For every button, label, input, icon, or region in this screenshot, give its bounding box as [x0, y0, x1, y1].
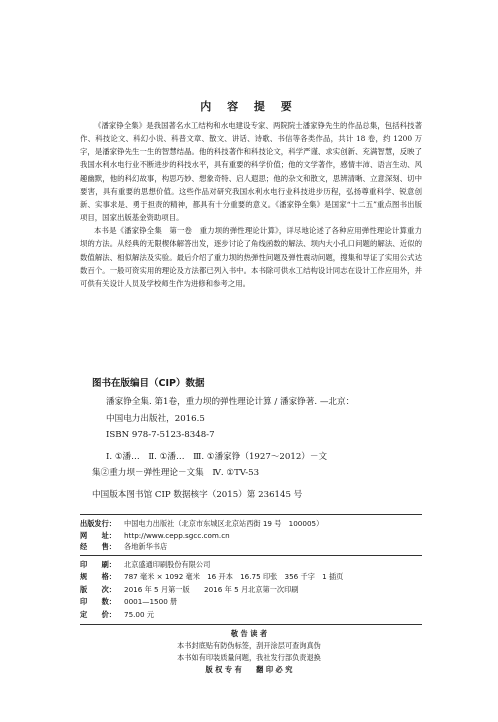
divider: [80, 624, 422, 625]
cip-heading: 图书在版编目（CIP）数据: [92, 378, 205, 389]
seller-value: 各地新华书店: [124, 542, 168, 552]
publisher-value: 中国电力出版社（北京市东城区北京站西街 19 号 100005）: [124, 519, 324, 528]
printing-info: [80, 559, 343, 621]
notice-line: 本书如有印装质量问题，我社发行部负责退换: [177, 653, 321, 662]
notice-title: 敬 告 读 者: [230, 629, 268, 638]
edition-value: 2016 年 5 月第一版 2016 年 5 月北京第一次印刷: [124, 584, 299, 594]
seller-label: 经 售：: [80, 542, 116, 552]
divider: [80, 514, 422, 515]
spec-value: 787 毫米 × 1092 毫米 16 开本 16.75 印张 356 千字 1 插页: [124, 572, 344, 582]
print-run-label: 印 数：: [80, 597, 116, 607]
summary-paragraph: 本书是《潘家铮全集 第一卷 重力坝的弹性理论计算》，详尽地论述了各种应用弹性理论计算重力坝的方法。从经典的无限楔体解答出发，逐步讨论了角线函数的解法、坝内大小孔口问题的解法、近似的数值解法、相似解法及实验。最后介绍了重力坝的热弹性问题及弹性震动问题，搜集和导证了实用公式达数百个。一般可资实用的理论及方法都已列入书中。本书除可供水工结构设计同志在设计工作应用外，并可供有关设计人员及学校师生作为进修和参考之用。: [80, 226, 422, 288]
publisher-label: 出版发行：: [80, 519, 116, 528]
reader-notice: [0, 628, 498, 676]
cip-line: Ⅰ. ①潘… Ⅱ. ①潘… Ⅲ. ①潘家铮（1927～2012）－文: [106, 451, 328, 462]
price-value: 75.00 元: [124, 609, 155, 619]
website-label: 网 址：: [80, 530, 116, 540]
website-value: http://www.cepp.sgcc.com.cn: [124, 530, 230, 540]
cip-line: 中国电力出版社，2016.5: [106, 413, 205, 424]
printer-label: 印 刷：: [80, 560, 116, 569]
cip-record: [92, 394, 422, 503]
notice-line: 本书封底贴有防伪标签，刮开涂层可查询真伪: [177, 641, 321, 650]
cip-line: 集②重力坝－弹性理论－文集 Ⅳ. ①TV-53: [92, 468, 260, 478]
summary-paragraph: 《潘家铮全集》是我国著名水工结构和水电建设专家、两院院士潘家铮先生的作品总集，包括科技著作、科技论文、科幻小说、科普文章、散文、讲话、诗歌、书信等各类作品，共计 18 卷，约 1200 万字，是潘家铮先生一生的智慧结晶。他的科技著作和科技论文，科学严谨、求实创新、充满智慧，反映了我国水利水电行业不断进步的科技水平，具有重要的科学价值；他的文学著作，感情丰沛、语言生动、风趣幽默，他的科幻故事，构思巧妙、想象奇特、启人遐思；他的杂文和散文，思辨清晰、立意深刻、切中要害，具有重要的思想价值。这些作品对研究我国水利水电行业科技进步历程，弘扬尊重科学、锐意创新、实事求是、勇于担责的精神，都具有十分重要的意义。《潘家铮全集》是国家“十二五”重点图书出版项目，国家出版基金资助项目。: [80, 121, 422, 223]
publisher-info: [80, 518, 323, 553]
spec-label: 规 格：: [80, 572, 116, 582]
summary-text: [80, 119, 422, 290]
printer-value: 北京盛通印刷股份有限公司: [124, 560, 211, 569]
cip-isbn: ISBN 978-7-5123-8348-7: [106, 430, 215, 440]
edition-label: 版 次：: [80, 584, 116, 594]
summary-title: 内 容 提 要: [200, 100, 298, 113]
divider: [80, 555, 422, 556]
price-label: 定 价：: [80, 609, 116, 619]
cip-number: 中国版本图书馆 CIP 数据核字（2015）第 236145 号: [92, 489, 303, 500]
copyright-notice: 版 权 专 有 翻 印 必 究: [205, 665, 293, 674]
print-run-value: 0001—1500 册: [124, 597, 178, 607]
cip-line: 潘家铮全集. 第1卷，重力坝的弹性理论计算 / 潘家铮著. —北京：: [106, 397, 355, 407]
